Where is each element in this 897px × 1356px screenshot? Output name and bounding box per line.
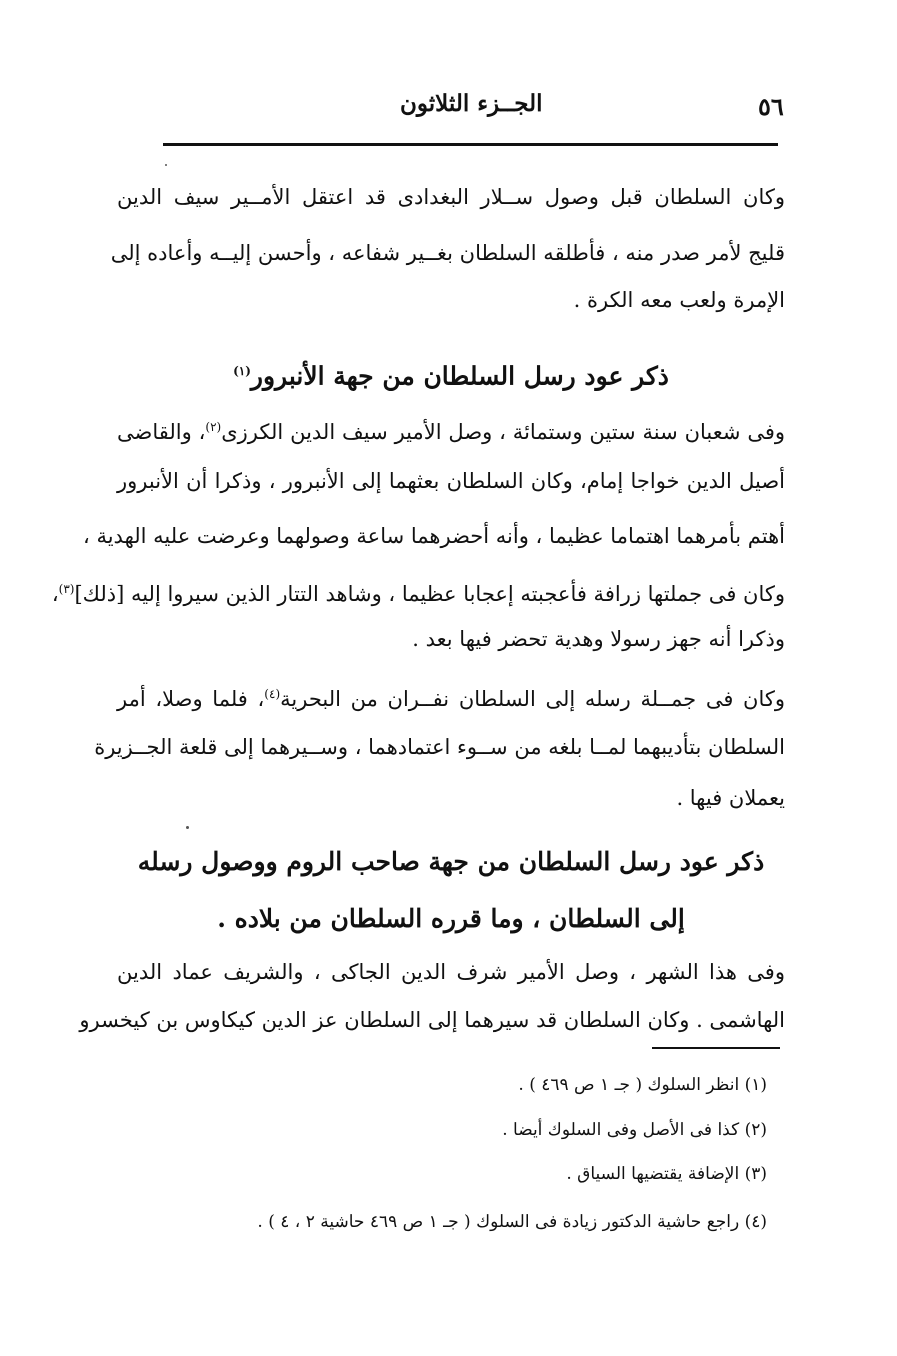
footnote: (٢) كذا فى الأصل وفى السلوك أيضا . xyxy=(502,1120,767,1140)
body-text: وفى شعبان سنة ستين وستمائة ، وصل الأمير سيف الدين الكرزى xyxy=(221,420,786,444)
footnote-rule xyxy=(652,1047,780,1049)
body-line: أهتم بأمرهما اهتماما عظيما ، وأنه أحضرهما ساعة وصولهما وعرضت عليه الهدية ، xyxy=(83,524,785,548)
footnote: (١) انظر السلوك ( جـ ١ ص ٤٦٩ ) . xyxy=(518,1075,767,1095)
body-text: ، فلما وصلا، أمر xyxy=(117,687,265,711)
footnote: (٣) الإضافة يقتضيها السياق . xyxy=(566,1164,767,1184)
page-number: ٥٦ xyxy=(758,92,784,121)
body-line xyxy=(117,678,785,715)
footnote-mark: (١) xyxy=(233,364,251,378)
print-speck xyxy=(165,164,167,166)
section-heading: إلى السلطان ، وما قرره السلطان من بلاده . xyxy=(217,904,685,933)
running-title: الجــزء الثلاثون xyxy=(400,90,543,117)
body-line: الإمرة ولعب معه الكرة . xyxy=(573,288,785,312)
body-text: وكان فى جمــلة رسله إلى السلطان نفــران من البحرية xyxy=(280,687,785,711)
body-text: ، والقاضى xyxy=(117,420,206,444)
body-line: السلطان بتأديبهما لمــا بلغه من ســوء اعتمادهما ، وســيرهما إلى قلعة الجــزيرة xyxy=(94,735,785,759)
body-line: أصيل الدين خواجا إمام، وكان السلطان بعثهما إلى الأنبرور ، وذكرا أن الأنبرور xyxy=(117,469,785,493)
body-line: الهاشمى . وكان السلطان قد سيرهما إلى السلطان عز الدين كيكاوس بن كيخسرو xyxy=(79,1008,785,1032)
body-line: يعملان فيها . xyxy=(676,786,785,810)
print-speck xyxy=(186,826,189,829)
body-text: وكان فى جملتها زرافة فأعجبته إعجابا عظيما ، وشاهد التتار الذين سيروا إليه [ذلك] xyxy=(74,582,785,606)
body-line xyxy=(117,411,785,448)
body-line: وكان السلطان قبل وصول ســلار البغدادى قد اعتقل الأمــير سيف الدين xyxy=(117,185,785,209)
body-text: ، xyxy=(51,582,59,606)
body-line xyxy=(51,573,785,610)
footnote-mark: (٢) xyxy=(205,420,222,434)
header-rule xyxy=(163,143,778,146)
footnote-mark: (٤) xyxy=(264,687,281,701)
footnote-mark: (٣) xyxy=(58,582,75,596)
section-heading: ذكر عود رسل السلطان من جهة صاحب الروم ووصول رسله xyxy=(137,847,765,876)
body-line: وفى هذا الشهر ، وصل الأمير شرف الدين الجاكى ، والشريف عماد الدين xyxy=(117,960,785,984)
body-line: قليج لأمر صدر منه ، فأطلقه السلطان بغــير شفاعه ، وأحسن إليــه وأعاده إلى xyxy=(110,241,785,265)
body-line: وذكرا أنه جهز رسولا وهدية تحضر فيها بعد . xyxy=(412,627,785,651)
section-heading-text: ذكر عود رسل السلطان من جهة الأنبرور xyxy=(250,361,669,391)
section-heading xyxy=(117,352,785,395)
footnote: (٤) راجع حاشية الدكتور زيادة فى السلوك ( جـ ١ ص ٤٦٩ حاشية ٢ ، ٤ ) . xyxy=(257,1212,767,1232)
